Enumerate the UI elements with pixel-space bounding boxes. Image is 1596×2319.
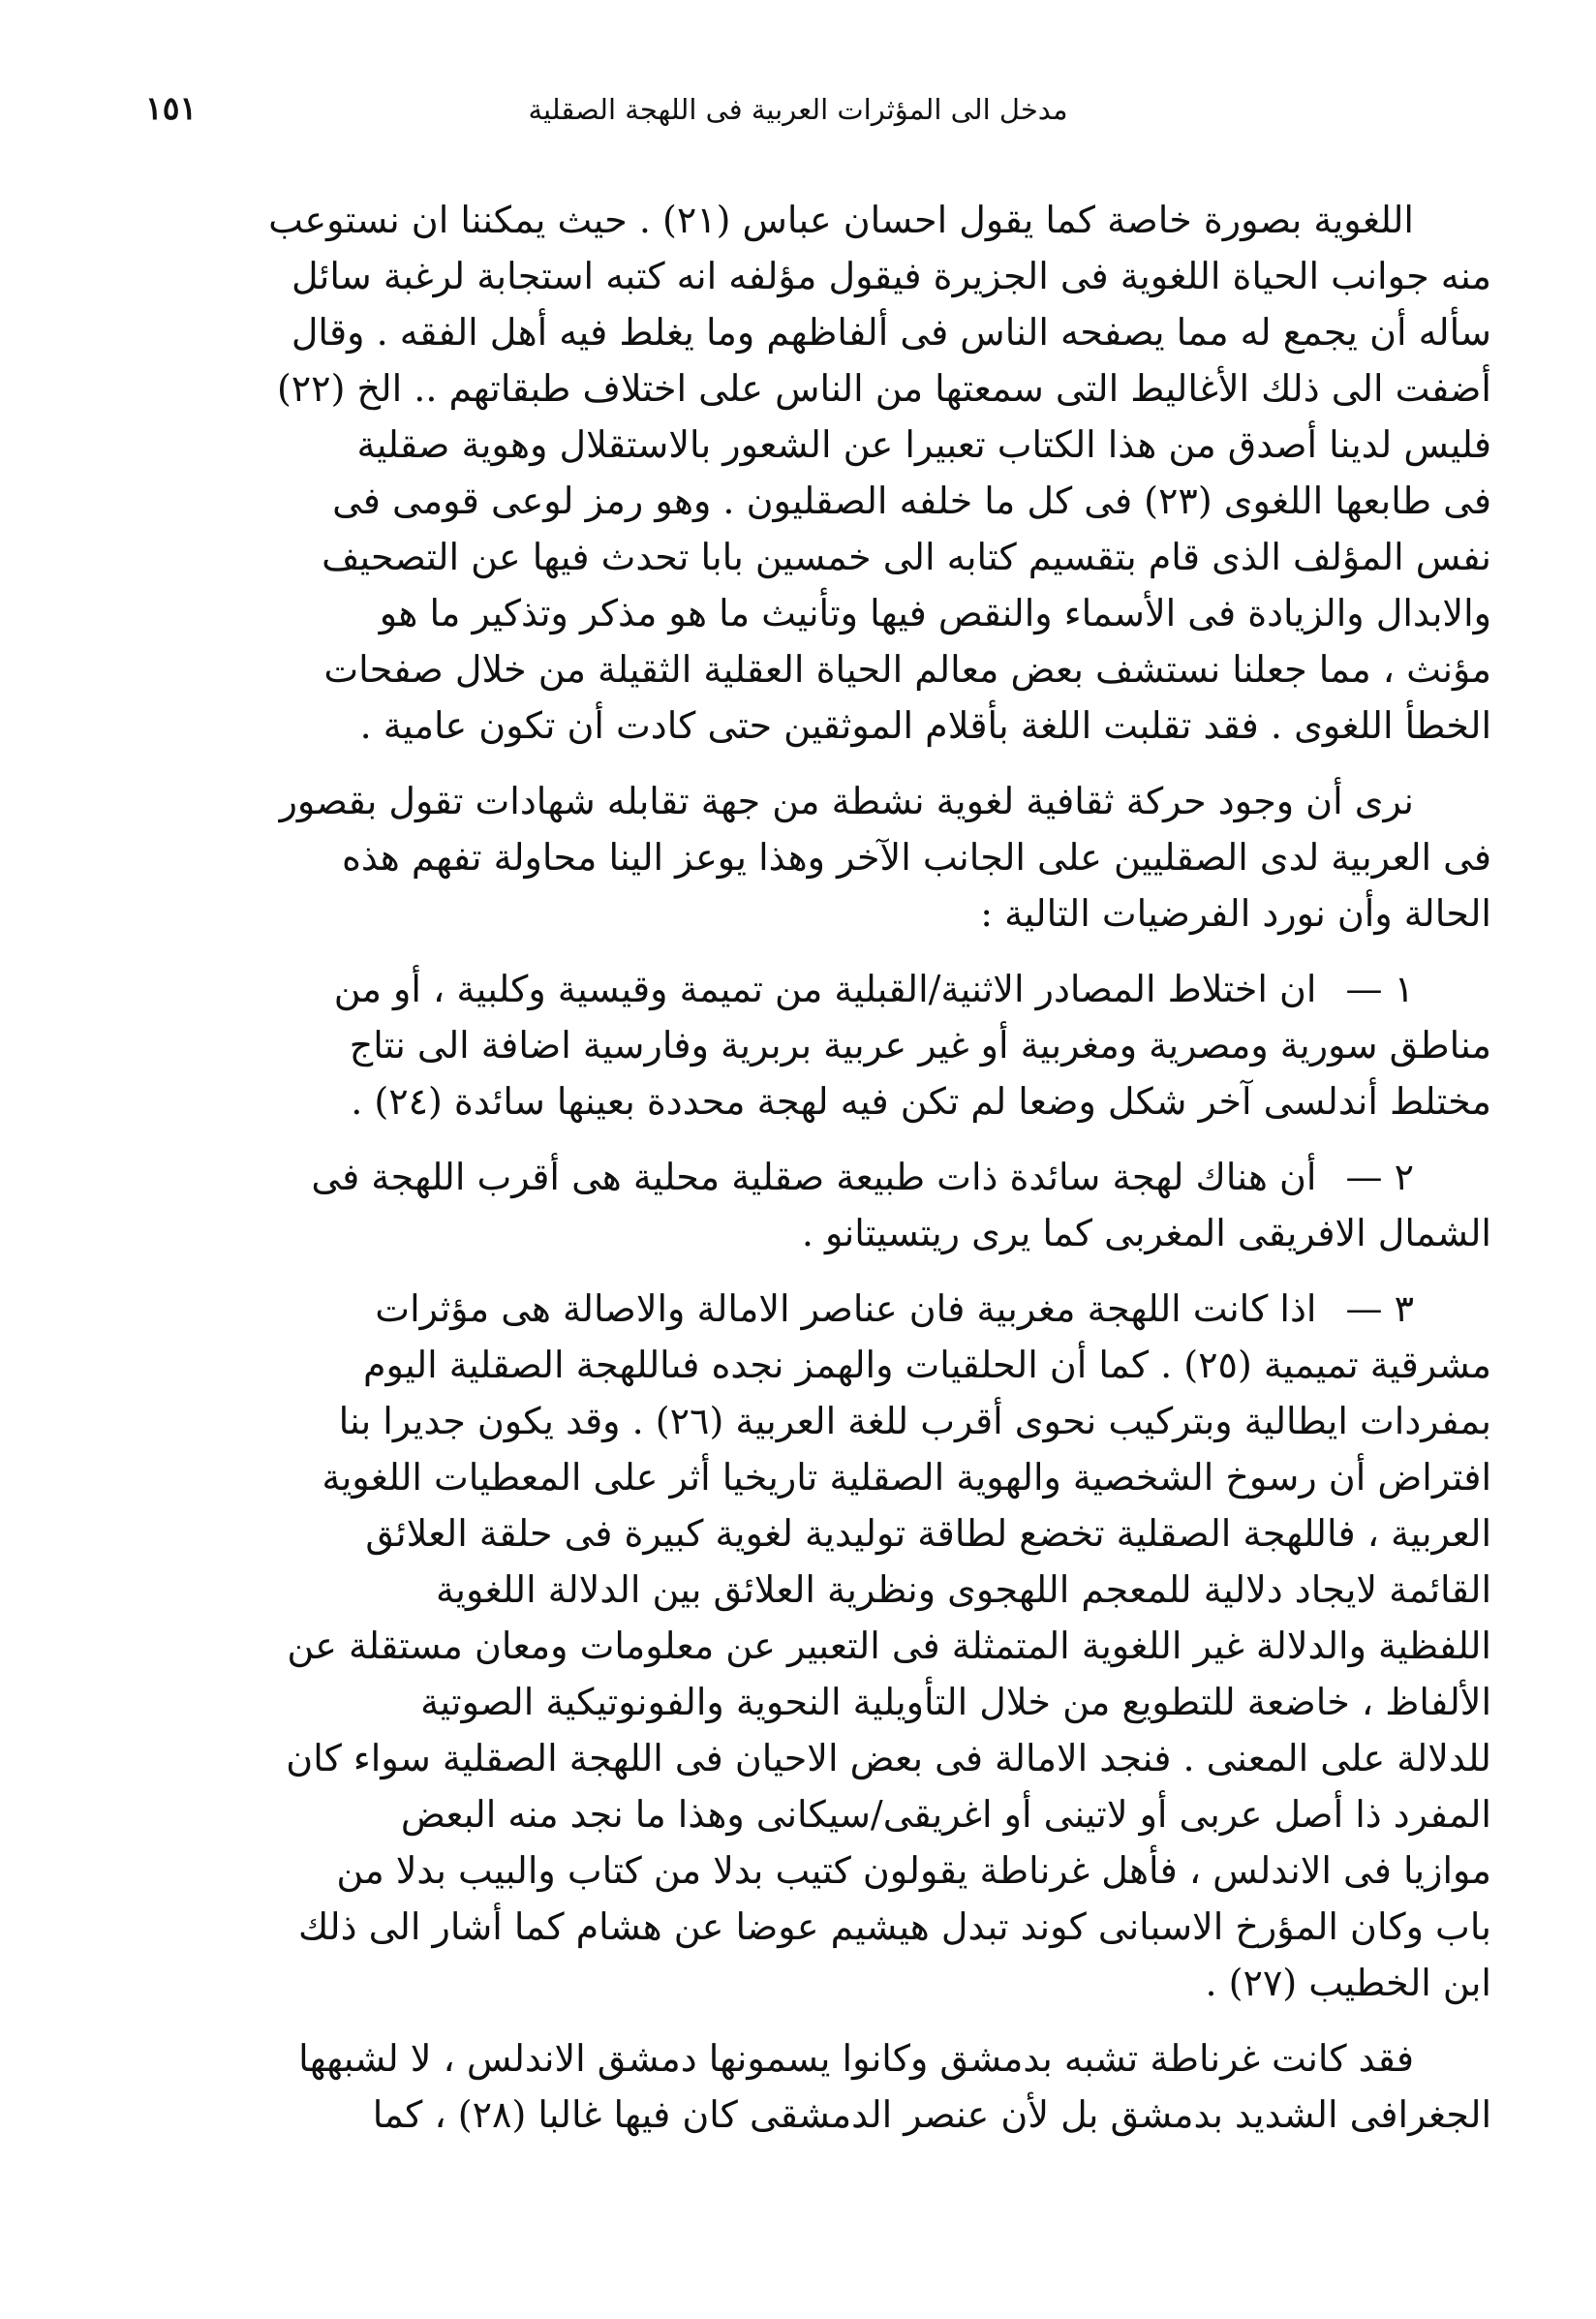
text-line — [145, 585, 1491, 641]
text-line — [145, 1674, 1491, 1730]
text-line — [145, 1955, 1491, 2011]
line-text: اذا كانت اللهجة مغربية فان عناصر الامالة والاصالة هى مؤثرات — [375, 1287, 1317, 1330]
text-line — [145, 417, 1491, 473]
text-line — [145, 829, 1491, 885]
text-line — [145, 473, 1491, 529]
page-number: ١٥١ — [145, 89, 198, 127]
line-text: منه جوانب الحياة اللغوية فى الجزيرة فيقول مؤلفه انه كتبه استجابة لرغبة سائل — [292, 255, 1491, 297]
body-text — [145, 192, 1491, 2162]
text-line — [145, 529, 1491, 585]
text-line — [145, 697, 1491, 754]
line-text: الألفاظ ، خاضعة للتطويع من خلال التأويلية النحوية والفونوتيكية الصوتية — [420, 1681, 1491, 1723]
line-text: فقد كانت غرناطة تشبه بدمشق وكانوا يسمونها دمشق الاندلس ، لا لشبهها — [298, 2037, 1414, 2080]
list-number: ٢ — — [1345, 1156, 1414, 1198]
line-text: للدلالة على المعنى . فنجد الامالة فى بعض الاحيان فى اللهجة الصقلية سواء كان — [286, 1737, 1491, 1779]
line-text: نفس المؤلف الذى قام بتقسيم كتابه الى خمسين بابا تحدث فيها عن التصحيف — [322, 536, 1491, 578]
line-text: باب وكان المؤرخ الاسبانى كوند تبدل هيشيم عوضا عن هشام كما أشار الى ذلك — [298, 1905, 1491, 1948]
line-text: أضفت الى ذلك الأغاليط التى سمعتها من الناس على اختلاف طبقاتهم .. الخ (٢٢) — [276, 367, 1491, 410]
text-line — [145, 1505, 1491, 1561]
text-line — [145, 1561, 1491, 1618]
line-text: الجغرافى الشديد بدمشق بل لأن عنصر الدمشقى كان فيها غالبا (٢٨) ، كما — [372, 2093, 1491, 2136]
text-line — [145, 1842, 1491, 1899]
running-title: مدخل الى المؤثرات العربية فى اللهجة الصقلية — [528, 93, 1068, 126]
line-text: سأله أن يجمع له مما يصفحه الناس فى ألفاظهم وما يغلط فيه أهل الفقه . وقال — [291, 311, 1491, 354]
text-line — [145, 1073, 1491, 1129]
paragraph — [145, 1281, 1491, 2011]
line-text: اللفظية والدلالة غير اللغوية المتمثلة فى التعبير عن معلومات ومعان مستقلة عن — [287, 1624, 1491, 1667]
line-text: الشمال الافريقى المغربى كما يرى ريتسيتانو . — [801, 1212, 1491, 1254]
line-text: الخطأ اللغوى . فقد تقلبت اللغة بأقلام الموثقين حتى كادت أن تكون عامية . — [359, 704, 1491, 747]
text-line — [145, 961, 1491, 1017]
text-line — [145, 1281, 1491, 1337]
text-line — [145, 885, 1491, 942]
line-text: مؤنث ، مما جعلنا نستشف بعض معالم الحياة العقلية الثقيلة من خلال صفحات — [323, 648, 1491, 691]
paragraph — [145, 773, 1491, 942]
line-text: بمفردات ايطالية وبتركيب نحوى أقرب للغة العربية (٢٦) . وقد يكون جديرا بنا — [338, 1400, 1491, 1442]
line-text: افتراض أن رسوخ الشخصية والهوية الصقلية تاريخيا أثر على المعطيات اللغوية — [322, 1456, 1491, 1499]
line-text: موازيا فى الاندلس ، فأهل غرناطة يقولون كتيب بدلا من كتاب والبيب بدلا من — [336, 1849, 1491, 1892]
line-text: المفرد ذا أصل عربى أو لاتينى أو اغريقى/سيكانى وهذا ما نجد منه البعض — [400, 1793, 1491, 1836]
text-line — [145, 1449, 1491, 1505]
line-text: مختلط أندلسى آخر شكل وضعا لم تكن فيه لهجة محددة بعينها سائدة (٢٤) . — [351, 1080, 1491, 1123]
line-text: ان اختلاط المصادر الاثنية/القبلية من تميمة وقيسية وكلبية ، أو من — [333, 968, 1317, 1010]
line-text: نرى أن وجود حركة ثقافية لغوية نشطة من جهة تقابله شهادات تقول بقصور — [279, 780, 1414, 822]
line-text: والابدال والزيادة فى الأسماء والنقص فيها وتأنيث ما هو مذكر وتذكير ما هو — [379, 592, 1491, 634]
text-line — [145, 1899, 1491, 1955]
text-line — [145, 1730, 1491, 1786]
list-number: ٣ — — [1345, 1287, 1414, 1330]
text-line — [145, 1205, 1491, 1261]
paragraph — [145, 1149, 1491, 1261]
paragraph — [145, 192, 1491, 754]
text-line — [145, 192, 1491, 248]
paragraph — [145, 961, 1491, 1129]
running-header — [145, 85, 1451, 139]
line-text: مشرقية تميمية (٢٥) . كما أن الحلقيات والهمز نجده فىاللهجة الصقلية اليوم — [362, 1344, 1491, 1386]
line-text: فى العربية لدى الصقليين على الجانب الآخر وهذا يوعز الينا محاولة تفهم هذه — [341, 836, 1491, 879]
text-line — [145, 1149, 1491, 1205]
line-text: اللغوية بصورة خاصة كما يقول احسان عباس (٢١) . حيث يمكننا ان نستوعب — [268, 199, 1414, 241]
text-line — [145, 304, 1491, 360]
line-text: القائمة لايجاد دلالية للمعجم اللهجوى ونظرية العلائق بين الدلالة اللغوية — [436, 1568, 1491, 1611]
text-line — [145, 1393, 1491, 1449]
line-text: فى طابعها اللغوى (٢٣) فى كل ما خلفه الصقليون . وهو رمز لوعى قومى فى — [332, 479, 1491, 522]
text-line — [145, 360, 1491, 417]
text-line — [145, 1786, 1491, 1842]
text-line — [145, 1337, 1491, 1393]
line-text: العربية ، فاللهجة الصقلية تخضع لطاقة توليدية لغوية كبيرة فى حلقة العلائق — [365, 1512, 1491, 1555]
text-line — [145, 248, 1491, 304]
text-line — [145, 1618, 1491, 1674]
line-text: أن هناك لهجة سائدة ذات طبيعة صقلية محلية هى أقرب اللهجة فى — [311, 1156, 1317, 1198]
line-text: ابن الخطيب (٢٧) . — [1205, 1962, 1491, 2004]
text-line — [145, 1017, 1491, 1073]
line-text: الحالة وأن نورد الفرضيات التالية : — [980, 892, 1491, 935]
text-line — [145, 2087, 1491, 2143]
list-number: ١ — — [1345, 968, 1414, 1010]
line-text: مناطق سورية ومصرية ومغربية أو غير عربية بربرية وفارسية اضافة الى نتاج — [349, 1024, 1491, 1067]
text-line — [145, 2030, 1491, 2087]
text-line — [145, 641, 1491, 697]
text-line — [145, 773, 1491, 829]
line-text: فليس لدينا أصدق من هذا الكتاب تعبيرا عن الشعور بالاستقلال وهوية صقلية — [356, 423, 1491, 466]
paragraph — [145, 2030, 1491, 2143]
